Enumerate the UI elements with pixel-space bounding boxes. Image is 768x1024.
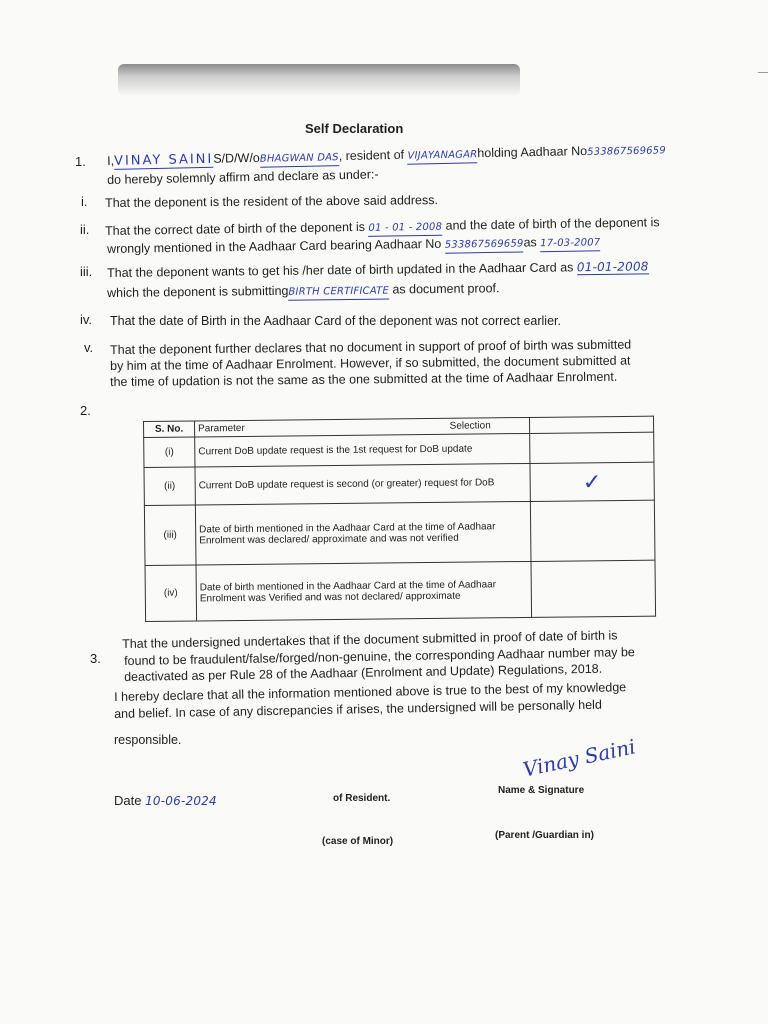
point-i-text: That the deponent is the resident of the above said address. [105,193,438,210]
parent-guardian-label: (Parent /Guardian in) [495,830,594,841]
point-ii-line2-b: as [523,235,537,250]
header-empty [529,416,653,433]
point-iii-text-a: That the deponent wants to get his /her date of birth updated in the Aadhaar Card as [107,260,574,280]
point-v-line-1: That the deponent further declares that no document in support of proof of birth was submitted [110,337,632,357]
row-1-sno: (i) [144,437,195,468]
dob-correct-handwritten: 01 - 01 - 2008 [368,221,442,237]
header-parameter-label: Parameter [198,422,245,435]
date-handwritten: 10-06-2024 [145,794,217,808]
aadhaar-handwritten: 533867569659 [587,145,666,158]
row-1-selection [529,432,654,463]
case-of-minor-label: (case of Minor) [322,836,394,847]
row-4-sno: (iv) [145,565,197,622]
address-handwritten: VIJAYANAGAR [407,148,477,164]
holding-text: holding Aadhaar No [477,143,588,161]
table-row [144,462,654,505]
point-i-label: i. [81,194,88,209]
aadhaar-handwritten-2: 533867569659 [445,237,524,253]
handwritten-signature: Vinay Saini [520,734,638,782]
row-2-text: Current DoB update request is second (or greater) request for DoB [195,463,530,505]
relation-text: S/D/W/o [213,150,260,166]
table-row [145,560,656,621]
header-sno: S. No. [144,421,195,438]
item-1-number: 1. [75,154,86,169]
point-iii-line-1 [107,259,649,281]
row-4-text: Date of birth mentioned in the Aadhaar Card at the time of Aadhaar Enrolment was Verified and was not declared/ approximate [196,561,531,621]
name-handwritten: VINAY SAINI [113,151,214,169]
document-type-handwritten: BIRTH CERTIFICATE [288,285,389,301]
point-v-label: v. [84,340,94,355]
declaration-line-1: I hereby declare that all the information mentioned above is true to the best of my knowledge [114,680,627,704]
declaration-line-3: responsible. [114,733,182,747]
point-ii-text-a: That the correct date of birth of the deponent is [105,219,366,238]
parent-handwritten: BHAGWAN DAS [260,151,339,168]
item-1-line-1 [107,142,666,171]
row-1-text: Current DoB update request is the 1st request for DoB update [195,433,530,467]
point-iv-label: iv. [80,312,93,327]
dob-updated-handwritten: 01-01-2008 [576,259,649,275]
row-3-text: Date of birth mentioned in the Aadhaar Card at the time of Aadhaar Enrolment was declared/ approximate and was not verified [195,501,530,565]
of-resident-label: of Resident. [333,793,391,804]
item-2-number: 2. [80,403,91,418]
item-3-line-1: That the undersigned undertakes that if the document submitted in proof of date of birth is [122,628,618,651]
point-iii-label: iii. [80,264,93,279]
item-3-number: 3. [90,651,101,666]
name-signature-label: Name & Signature [498,785,585,796]
document-title: Self Declaration [305,121,404,136]
page-edge [758,72,768,91]
row-4-selection [531,560,656,617]
row-3-selection [530,500,655,561]
point-v-line-2: by him at the time of Aadhaar Enrolment. However, if so submitted, the document submitted at [110,353,631,373]
date-label: Date [114,793,142,808]
resident-of-text: , resident of [338,147,405,164]
point-iii-line2-b: as document proof. [392,281,500,297]
item-1-line-2: do hereby solemnly affirm and declare as under:- [107,167,379,187]
row-3-sno: (iii) [144,505,196,566]
point-ii-label: ii. [80,222,90,237]
table-row [144,500,655,565]
point-iv-text: That the date of Birth in the Aadhaar Card of the deponent was not correct earlier. [110,314,561,328]
point-v-line-3: the time of updation is not the same as the one submitted at the time of Aadhaar Enrolment. [110,369,618,389]
point-ii-line2-a: wrongly mentioned in the Aadhaar Card bearing Aadhaar No [107,236,442,256]
point-iii-line-2 [107,281,500,303]
point-iii-line2-a: which the deponent is submitting [107,283,289,300]
row-2-selection-checkmark: ✓ [530,462,655,501]
row-2-sno: (ii) [144,467,195,506]
scan-shadow [118,64,520,96]
dob-wrong-handwritten: 17-03-2007 [540,236,600,252]
item-3-line-3: deactivated as per Rule 28 of the Aadhaar (Enrolment and Update) Regulations, 2018. [124,661,603,684]
header-selection-label: Selection [449,420,491,432]
declaration-line-2: and belief. In case of any discrepancies if arises, the undersigned will be personally held [114,697,602,721]
item-3-line-2: found to be fraudulent/false/forged/non-genuine, the corresponding Aadhaar number may be [124,645,635,668]
point-ii-text-b: and the date of birth of the deponent is [445,215,660,233]
item-1-pre: I, [107,153,115,168]
date-row [114,794,217,808]
dob-parameters-table [143,416,656,622]
